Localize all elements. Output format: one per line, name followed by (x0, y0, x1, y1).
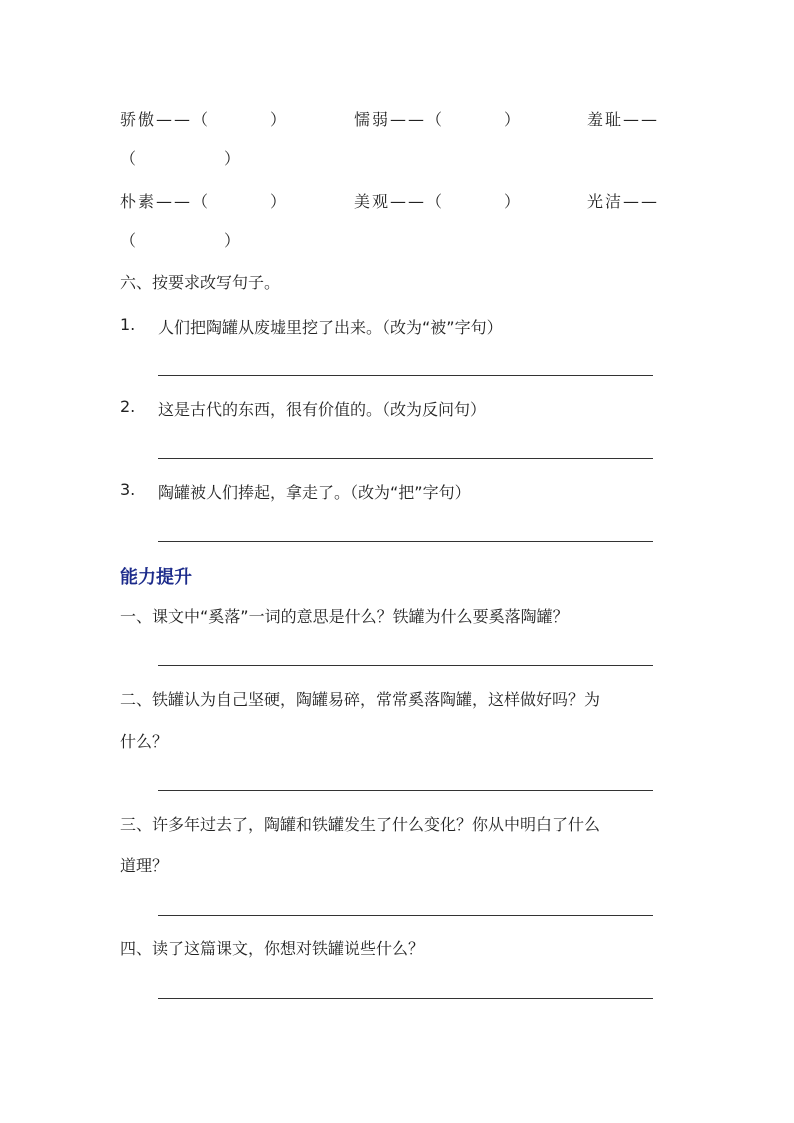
rewrite-heading: 六、按要求改写句子。 (120, 273, 281, 292)
antonym-dash: —— (623, 110, 660, 129)
antonym-word: 美观 (354, 192, 391, 211)
ability-question-3-answer-line[interactable] (158, 915, 653, 916)
ability-question-1-answer-line[interactable] (158, 665, 653, 666)
rewrite-item-1-text: 人们把陶罐从废墟里挖了出来。（改为“被”字句） (158, 318, 503, 337)
antonym-word: 骄傲 (120, 110, 157, 129)
rewrite-item-3-number: 3. (120, 480, 136, 499)
ability-question-3-line-2: 道理？ (120, 856, 169, 875)
rewrite-item-2-number: 2. (120, 397, 136, 416)
rewrite-item-2-answer-line[interactable] (158, 458, 653, 459)
antonym-dash: ——（ (156, 110, 211, 129)
antonym-word: 光洁 (587, 192, 624, 211)
antonym-close: ） (504, 110, 523, 129)
antonym-item-3 (587, 107, 659, 130)
rewrite-item-1-answer-line[interactable] (158, 375, 653, 376)
ability-section-title: 能力提升 (120, 567, 192, 588)
antonym-item-6 (587, 189, 659, 212)
antonym-word: 懦弱 (354, 110, 391, 129)
rewrite-item-3-answer-line[interactable] (158, 541, 653, 542)
ability-question-2-line-1: 二、铁罐认为自己坚硬，陶罐易碎，常常奚落陶罐，这样做好吗？为 (120, 690, 601, 709)
antonym-dash: ——（ (156, 192, 211, 211)
rewrite-item-1-number: 1. (120, 315, 136, 334)
antonym-row-1 (0, 107, 794, 129)
antonym-row-1-wrap: （ ） (120, 149, 251, 168)
antonym-word: 朴素 (120, 192, 157, 211)
ability-question-3-line-1: 三、许多年过去了，陶罐和铁罐发生了什么变化？你从中明白了什么 (120, 815, 601, 834)
antonym-item-4 (120, 189, 288, 212)
antonym-item-1 (120, 107, 288, 130)
rewrite-item-3-text: 陶罐被人们捧起，拿走了。（改为“把”字句） (158, 483, 471, 502)
ability-question-4-answer-line[interactable] (158, 998, 653, 999)
antonym-item-2 (354, 107, 522, 130)
antonym-dash: ——（ (390, 110, 445, 129)
antonym-close: ） (504, 192, 523, 211)
antonym-close: ） (270, 110, 289, 129)
ability-question-2-answer-line[interactable] (158, 790, 653, 791)
antonym-item-5 (354, 189, 522, 212)
ability-question-4: 四、读了这篇课文，你想对铁罐说些什么？ (120, 939, 425, 958)
antonym-close: ） (270, 192, 289, 211)
antonym-row-2-wrap: （ ） (120, 231, 251, 250)
ability-question-1: 一、课文中“奚落”一词的意思是什么？铁罐为什么要奚落陶罐？ (120, 607, 569, 626)
antonym-row-2 (0, 189, 794, 211)
antonym-dash: —— (623, 192, 660, 211)
antonym-dash: ——（ (390, 192, 445, 211)
ability-question-2-line-2: 什么？ (120, 732, 169, 751)
rewrite-item-2-text: 这是古代的东西，很有价值的。（改为反问句） (158, 400, 487, 419)
antonym-word: 羞耻 (587, 110, 624, 129)
